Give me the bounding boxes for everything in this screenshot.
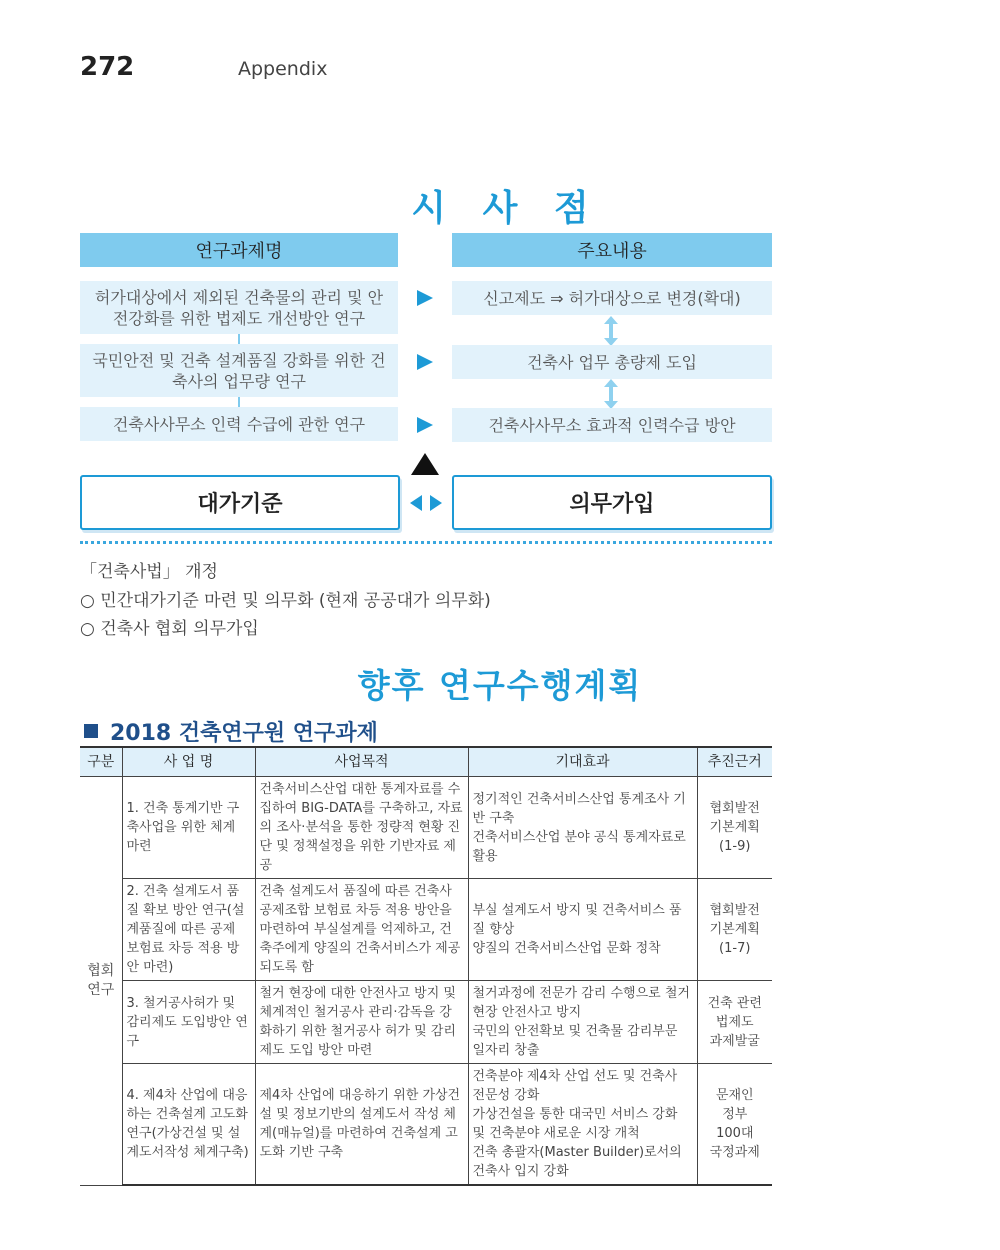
table-header: 사 업 명 xyxy=(122,747,255,777)
arrow-up-icon xyxy=(411,453,439,475)
research-plan-table xyxy=(80,746,772,1186)
research-box-1: 허가대상에서 제외된 건축물의 관리 및 안전강화를 위한 법제도 개선방안 연구 xyxy=(80,281,398,334)
basis-cell: 문재인 정부 100대 국정과제 xyxy=(697,1064,772,1186)
page-number: 272 xyxy=(80,52,135,82)
content-box-3: 건축사사무소 효과적 인력수급 방안 xyxy=(452,408,772,442)
square-bullet-icon xyxy=(84,724,98,738)
purpose-cell: 건축 설계도서 품질에 따른 건축사공제조합 보험료 차등 적용 방안을 마련하여 부실설계를 억제하고, 건축주에게 양질의 건축서비스가 제공되도록 함 xyxy=(255,879,468,981)
appendix-label: Appendix xyxy=(238,58,328,80)
note-line: ○ 민간대가기준 마련 및 의무화 (현재 공공대가 의무화) xyxy=(80,591,491,611)
arrow-left-icon xyxy=(410,495,422,511)
effect-cell: 정기적인 건축서비스산업 통계조사 기반 구축 건축서비스산업 분야 공식 통계자료로 활용 xyxy=(468,777,697,879)
basis-cell: 협회발전 기본계획 (1-9) xyxy=(697,777,772,879)
table-row xyxy=(80,777,772,879)
arrow-right-icon xyxy=(430,495,442,511)
project-name-cell: 3. 철거공사허가 및 감리제도 도입방안 연구 xyxy=(122,981,255,1064)
arrow-right-icon xyxy=(417,417,433,433)
project-name-cell: 2. 건축 설계도서 품질 확보 방안 연구(설계품질에 따른 공제 보험료 차등 적용 방안 마련) xyxy=(122,879,255,981)
project-name-cell: 1. 건축 통계기반 구축사업을 위한 체계 마련 xyxy=(122,777,255,879)
basis-cell: 건축 관련 법제도 과제발굴 xyxy=(697,981,772,1064)
project-name-cell: 4. 제4차 산업에 대응하는 건축설계 고도화 연구(가상건설 및 설계도서작성 체계구축) xyxy=(122,1064,255,1186)
table-row xyxy=(80,981,772,1064)
fee-standard-box: 대가기준 xyxy=(80,475,400,530)
category-cell: 협회 연구 xyxy=(80,777,122,1186)
table-header-row xyxy=(80,747,772,777)
purpose-cell: 건축서비스산업 대한 통계자료를 수집하여 BIG-DATA를 구축하고, 자료의 조사·분석을 통한 정량적 현황 진단 및 정책설정을 위한 기반자료 제공 xyxy=(255,777,468,879)
table-header: 기대효과 xyxy=(468,747,697,777)
implications-title: 시 사 점 xyxy=(411,188,601,229)
research-box-2: 국민안전 및 건축 설계품질 강화를 위한 건축사의 업무량 연구 xyxy=(80,344,398,397)
double-arrow-icon xyxy=(604,379,618,409)
table-header: 사업목적 xyxy=(255,747,468,777)
dotted-divider xyxy=(80,541,772,544)
purpose-cell: 철거 현장에 대한 안전사고 방지 및 체계적인 철거공사 관리·감독을 강화하기 위한 철거공사 허가 및 감리제도 도입 방안 마련 xyxy=(255,981,468,1064)
subtitle-text: 2018 건축연구원 연구과제 xyxy=(110,721,378,746)
research-box-3: 건축사사무소 인력 수급에 관한 연구 xyxy=(80,407,398,441)
table-header: 구분 xyxy=(80,747,122,777)
basis-cell: 협회발전 기본계획 (1-7) xyxy=(697,879,772,981)
effect-cell: 철거과정에 전문가 감리 수행으로 철거현장 안전사고 방지 국민의 안전확보 및 건축물 감리부문 일자리 창출 xyxy=(468,981,697,1064)
mandatory-membership-box: 의무가입 xyxy=(452,475,772,530)
future-plan-title: 향후 연구수행계획 xyxy=(357,666,643,705)
connector-line xyxy=(238,397,240,407)
effect-cell: 부실 설계도서 방지 및 건축서비스 품질 향상 양질의 건축서비스산업 문화 정착 xyxy=(468,879,697,981)
double-arrow-icon xyxy=(604,316,618,346)
arrow-right-icon xyxy=(417,354,433,370)
effect-cell: 건축분야 제4차 산업 선도 및 건축사 전문성 강화 가상건설을 통한 대국민 서비스 강화 및 건축분야 새로운 시장 개척 건축 총괄자(Master Builder)로서의 건축사 입지 강화 xyxy=(468,1064,697,1186)
research-title-header: 연구과제명 xyxy=(80,233,398,267)
content-box-2: 건축사 업무 총량제 도입 xyxy=(452,345,772,379)
table-row xyxy=(80,879,772,981)
arrow-right-icon xyxy=(417,290,433,306)
table-row xyxy=(80,1064,772,1186)
connector-line xyxy=(238,334,240,344)
content-box-1: 신고제도 ⇒ 허가대상으로 변경(확대) xyxy=(452,281,772,315)
research-projects-subtitle xyxy=(84,716,378,747)
table-header: 추진근거 xyxy=(697,747,772,777)
note-line: 「건축사법」 개정 xyxy=(80,562,218,582)
purpose-cell: 제4차 산업에 대응하기 위한 가상건설 및 정보기반의 설계도서 작성 체계(매뉴얼)를 마련하여 건축설계 고도화 기반 구축 xyxy=(255,1064,468,1186)
note-line: ○ 건축사 협회 의무가입 xyxy=(80,619,259,639)
main-content-header: 주요내용 xyxy=(452,233,772,267)
